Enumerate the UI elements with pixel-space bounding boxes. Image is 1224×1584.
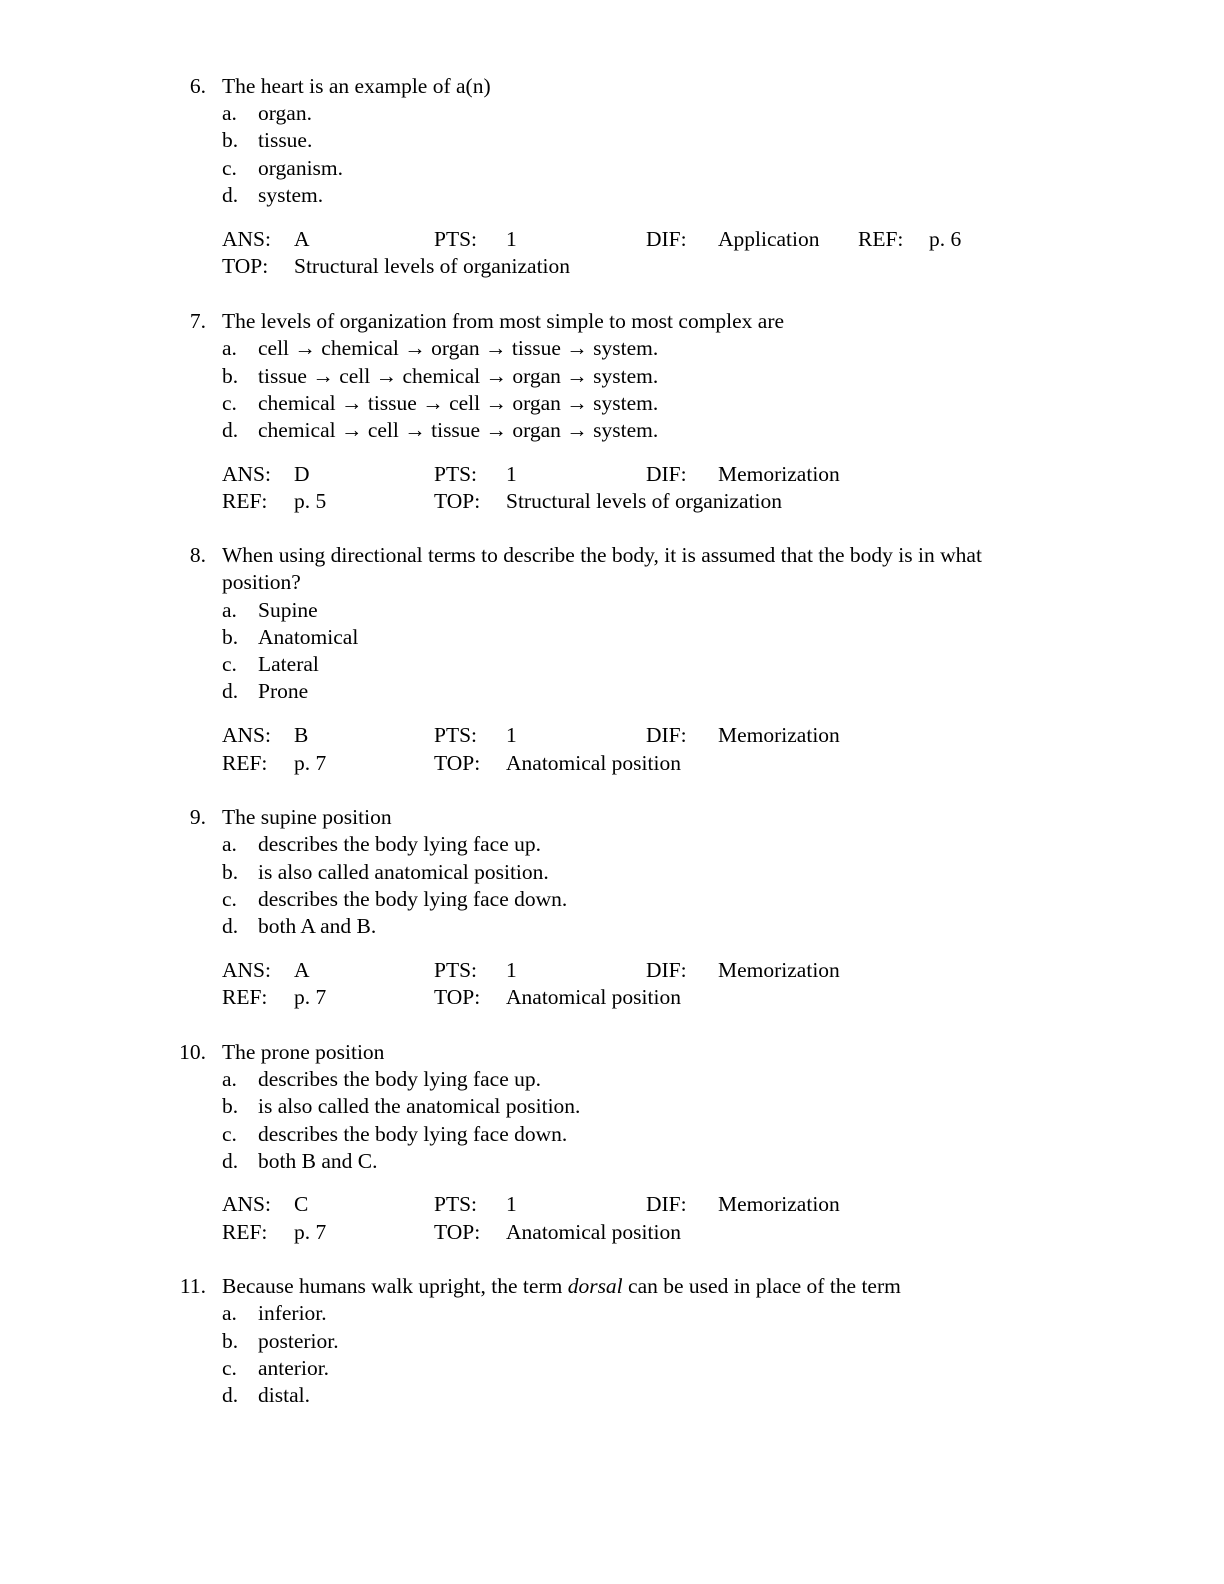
option-letter: d.	[222, 183, 239, 207]
top-value: Anatomical position	[506, 985, 681, 1009]
ans-label: ANS:	[222, 958, 271, 982]
question-number: 9.	[189, 805, 206, 829]
option-b	[0, 1327, 1224, 1355]
ans-label: ANS:	[222, 723, 271, 747]
top-label: TOP:	[434, 1220, 481, 1244]
option-text: posterior.	[258, 1329, 339, 1353]
ans-value: A	[294, 958, 310, 982]
option-text: tissue → cell → chemical → organ → system.	[258, 364, 659, 388]
dif-value: Memorization	[718, 958, 840, 982]
ans-value: B	[294, 723, 309, 747]
option-letter: c.	[222, 156, 237, 180]
top-label: TOP:	[434, 985, 481, 1009]
ref-value: p. 5	[294, 489, 327, 513]
option-text: tissue.	[258, 128, 313, 152]
option-letter: b.	[222, 1094, 239, 1118]
option-letter: c.	[222, 1356, 237, 1380]
ans-value: A	[294, 227, 310, 251]
option-text: Anatomical	[258, 625, 359, 649]
ans-value: C	[294, 1192, 309, 1216]
question-number: 6.	[189, 74, 206, 98]
ref-label: REF:	[222, 985, 268, 1009]
question-stem-line	[0, 307, 1224, 335]
ans-label: ANS:	[222, 1192, 271, 1216]
top-label: TOP:	[222, 254, 269, 278]
top-label: TOP:	[434, 489, 481, 513]
option-c	[0, 1120, 1224, 1148]
option-letter: b.	[222, 625, 239, 649]
question-stem: The levels of organization from most simple to most complex are	[222, 309, 785, 333]
pts-label: PTS:	[434, 1192, 478, 1216]
option-text: describes the body lying face up.	[258, 1067, 541, 1091]
dif-value: Memorization	[718, 723, 840, 747]
option-text: organ.	[258, 101, 312, 125]
option-letter: b.	[222, 1329, 239, 1353]
question-stem-italic-term: dorsal	[567, 1274, 623, 1298]
ans-label: ANS:	[222, 462, 271, 486]
option-text: describes the body lying face down.	[258, 887, 568, 911]
option-b	[0, 623, 1224, 651]
question-number: 8.	[189, 543, 206, 567]
question-stem-before: Because humans walk upright, the term	[222, 1274, 568, 1298]
option-letter: a.	[222, 336, 237, 360]
option-b	[0, 126, 1224, 154]
option-d	[0, 181, 1224, 209]
option-letter: a.	[222, 1301, 237, 1325]
option-letter: c.	[222, 652, 237, 676]
option-b	[0, 858, 1224, 886]
option-c	[0, 154, 1224, 182]
pts-label: PTS:	[434, 723, 478, 747]
option-letter: c.	[222, 887, 237, 911]
option-b	[0, 362, 1224, 390]
option-text: cell → chemical → organ → tissue → system.	[258, 336, 659, 360]
question-stem-line	[0, 541, 1224, 569]
option-d	[0, 1381, 1224, 1409]
option-d	[0, 912, 1224, 940]
dif-label: DIF:	[646, 462, 687, 486]
option-a	[0, 830, 1224, 858]
option-c	[0, 650, 1224, 678]
ref-value: p. 7	[294, 985, 327, 1009]
option-c	[0, 885, 1224, 913]
option-letter: d.	[222, 418, 239, 442]
ref-value: p. 6	[929, 227, 962, 251]
dif-label: DIF:	[646, 958, 687, 982]
ref-label: REF:	[858, 227, 904, 251]
option-d	[0, 416, 1224, 444]
option-a	[0, 1299, 1224, 1327]
option-text: organism.	[258, 156, 344, 180]
pts-label: PTS:	[434, 958, 478, 982]
top-value: Structural levels of organization	[506, 489, 783, 513]
dif-label: DIF:	[646, 723, 687, 747]
pts-label: PTS:	[434, 462, 478, 486]
option-text: system.	[258, 183, 324, 207]
option-text: chemical → cell → tissue → organ → system.	[258, 418, 659, 442]
ref-value: p. 7	[294, 751, 327, 775]
question-stem	[222, 1272, 901, 1300]
pts-label: PTS:	[434, 227, 478, 251]
option-text: is also called the anatomical position.	[258, 1094, 581, 1118]
question-stem-after: can be used in place of the term	[622, 1274, 901, 1298]
question-stem-continuation	[0, 568, 1224, 596]
option-letter: a.	[222, 598, 237, 622]
option-a	[0, 334, 1224, 362]
option-c	[0, 1354, 1224, 1382]
top-value: Structural levels of organization	[294, 254, 571, 278]
option-letter: a.	[222, 832, 237, 856]
option-letter: d.	[222, 914, 239, 938]
option-letter: b.	[222, 860, 239, 884]
pts-value: 1	[506, 723, 517, 747]
option-text: chemical → tissue → cell → organ → system.	[258, 391, 659, 415]
ans-label: ANS:	[222, 227, 271, 251]
question-stem-line	[0, 1272, 1224, 1300]
option-a	[0, 1065, 1224, 1093]
option-text: describes the body lying face up.	[258, 832, 541, 856]
option-text: describes the body lying face down.	[258, 1122, 568, 1146]
top-label: TOP:	[434, 751, 481, 775]
option-d	[0, 1147, 1224, 1175]
ref-label: REF:	[222, 751, 268, 775]
option-letter: d.	[222, 1149, 239, 1173]
top-value: Anatomical position	[506, 751, 681, 775]
option-text: both B and C.	[258, 1149, 378, 1173]
pts-value: 1	[506, 1192, 517, 1216]
option-letter: d.	[222, 1383, 239, 1407]
pts-value: 1	[506, 227, 517, 251]
question-number: 11.	[179, 1274, 206, 1298]
option-c	[0, 389, 1224, 417]
option-letter: c.	[222, 1122, 237, 1146]
option-text: both A and B.	[258, 914, 377, 938]
question-stem: The prone position	[222, 1040, 385, 1064]
option-text: distal.	[258, 1383, 310, 1407]
dif-value: Application	[718, 227, 820, 251]
question-stem-line	[0, 72, 1224, 100]
option-text: Prone	[258, 679, 309, 703]
pts-value: 1	[506, 958, 517, 982]
option-letter: a.	[222, 101, 237, 125]
option-text: inferior.	[258, 1301, 327, 1325]
question-stem: The heart is an example of a(n)	[222, 74, 491, 98]
option-d	[0, 677, 1224, 705]
dif-label: DIF:	[646, 1192, 687, 1216]
option-b	[0, 1092, 1224, 1120]
option-text: is also called anatomical position.	[258, 860, 549, 884]
option-letter: d.	[222, 679, 239, 703]
top-value: Anatomical position	[506, 1220, 681, 1244]
option-letter: a.	[222, 1067, 237, 1091]
option-letter: c.	[222, 391, 237, 415]
option-a	[0, 99, 1224, 127]
option-letter: b.	[222, 128, 239, 152]
pts-value: 1	[506, 462, 517, 486]
ref-label: REF:	[222, 1220, 268, 1244]
option-text: anterior.	[258, 1356, 330, 1380]
question-stem-line-2: position?	[222, 570, 301, 594]
question-stem: The supine position	[222, 805, 392, 829]
dif-label: DIF:	[646, 227, 687, 251]
ans-value: D	[294, 462, 310, 486]
question-number: 10.	[179, 1040, 206, 1064]
option-a	[0, 596, 1224, 624]
question-stem: When using directional terms to describe the body, it is assumed that the body is in what	[222, 543, 982, 567]
ref-value: p. 7	[294, 1220, 327, 1244]
option-text: Supine	[258, 598, 318, 622]
question-number: 7.	[189, 309, 206, 333]
question-stem-line	[0, 1038, 1224, 1066]
question-stem-line	[0, 803, 1224, 831]
dif-value: Memorization	[718, 462, 840, 486]
ref-label: REF:	[222, 489, 268, 513]
dif-value: Memorization	[718, 1192, 840, 1216]
option-text: Lateral	[258, 652, 319, 676]
option-letter: b.	[222, 364, 239, 388]
